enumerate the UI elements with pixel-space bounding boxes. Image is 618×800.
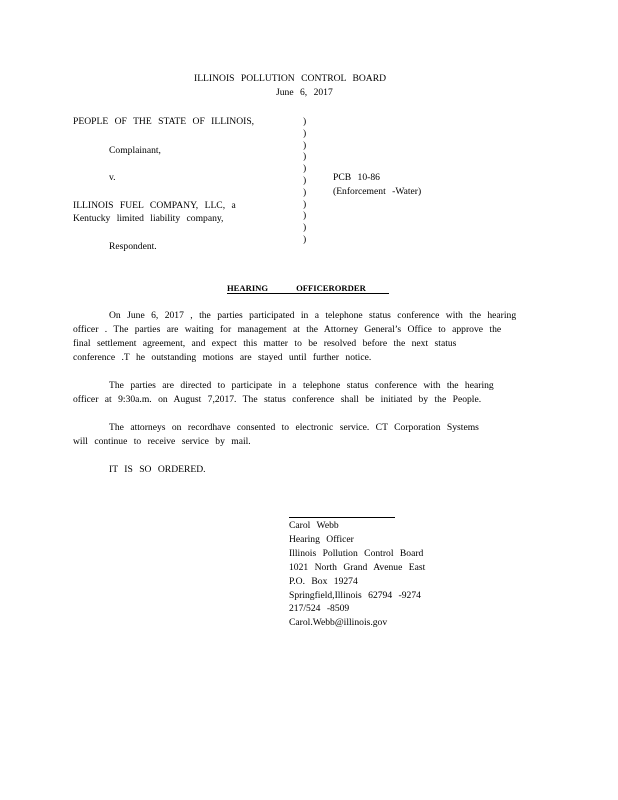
order-title	[227, 283, 366, 293]
signer-street: 1021 North Grand Avenue East	[289, 562, 426, 573]
order-title-part1: HEARING	[227, 283, 269, 293]
paren: )	[303, 233, 307, 245]
paren: )	[303, 163, 307, 175]
signer-name: Carol Webb	[289, 520, 339, 531]
case-type: (Enforcement -Water)	[333, 186, 422, 197]
signature-line	[289, 517, 395, 518]
paragraph-3-line-2: will continue to receive service by mail.	[73, 436, 251, 447]
signer-title: Hearing Officer	[289, 534, 354, 545]
versus-label: v.	[109, 172, 116, 183]
paragraph-1-line-3: final settlement agreement, and expect this matter to be resolved before the next status	[73, 338, 457, 349]
paragraph-2-line-1: The parties are directed to participate in a telephone status conference with the hearing	[109, 380, 494, 391]
paragraph-1-line-4: conference .T he outstanding motions are stayed until further notice.	[73, 352, 372, 363]
case-number: PCB 10-86	[333, 172, 380, 183]
paren: )	[303, 127, 307, 139]
signer-org: Illinois Pollution Control Board	[289, 548, 424, 559]
title-underline	[227, 293, 389, 294]
paren: )	[303, 139, 307, 151]
so-ordered: IT IS SO ORDERED.	[109, 464, 206, 475]
plaintiff-name: PEOPLE OF THE STATE OF ILLINOIS,	[73, 116, 255, 127]
paren: )	[303, 151, 307, 163]
defendant-name-line1: ILLINOIS FUEL COMPANY, LLC, a	[73, 200, 236, 211]
paren: )	[303, 186, 307, 198]
paragraph-1-line-2: officer . The parties are waiting for management at the Attorney General’s Office to approve the	[73, 324, 502, 335]
agency-title: ILLINOIS POLLUTION CONTROL BOARD	[194, 73, 387, 84]
paren: )	[303, 210, 307, 222]
signer-email[interactable]: Carol.Webb@illinois.gov	[289, 617, 388, 628]
paragraph-2-line-2: officer at 9:30a.m. on August 7,2017. The status conference shall be initiated by the People.	[73, 394, 482, 405]
paren: )	[303, 198, 307, 210]
order-title-part2: OFFICERORDER	[296, 283, 366, 293]
paren: )	[303, 222, 307, 234]
defendant-role: Respondent.	[109, 241, 157, 252]
defendant-name-line2: Kentucky limited liability company,	[73, 213, 224, 224]
paragraph-1-line-1: On June 6, 2017 , the parties participated in a telephone status conference with the hearing	[109, 310, 517, 321]
paren: )	[303, 174, 307, 186]
signer-phone: 217/524 -8509	[289, 603, 350, 614]
signer-city: Springfield,Illinois 62794 -9274	[289, 590, 421, 601]
caption-parentheses	[303, 116, 313, 246]
order-date: June 6, 2017	[276, 87, 333, 98]
signer-pobox: P.O. Box 19274	[289, 576, 358, 587]
plaintiff-role: Complainant,	[109, 145, 161, 156]
paren: )	[303, 116, 307, 127]
paragraph-3-line-1: The attorneys on recordhave consented to electronic service. CT Corporation Systems	[109, 422, 479, 433]
